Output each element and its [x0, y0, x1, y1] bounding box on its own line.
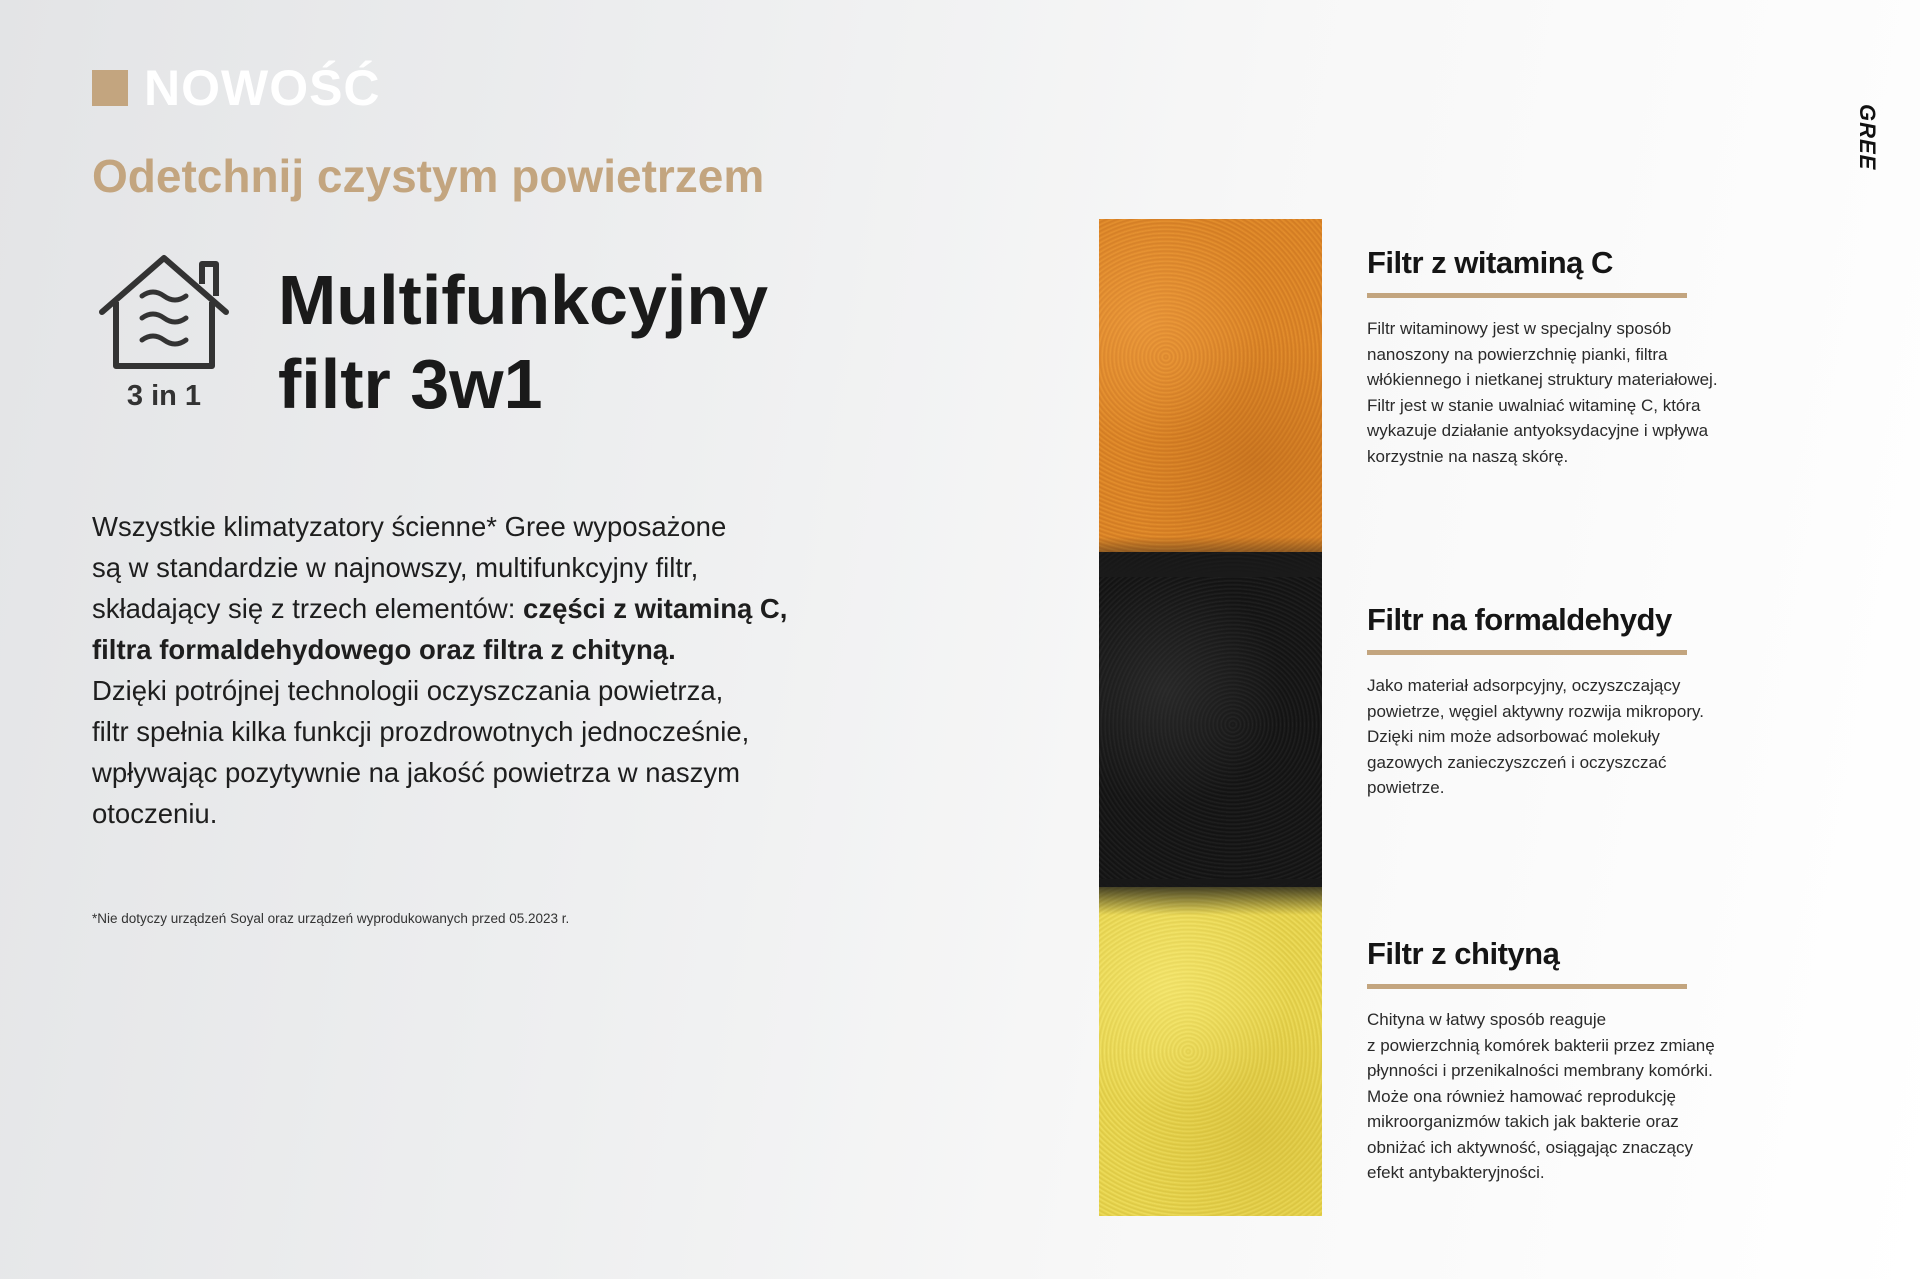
description-line: włókiennego i nietkanej struktury materiałowej.	[1367, 370, 1718, 389]
intro-line-bold: filtra formaldehydowego oraz filtra z chityną.	[92, 634, 676, 665]
page-subtitle: Odetchnij czystym powietrzem	[92, 150, 765, 202]
description-line: obniżać ich aktywność, osiągając znaczący	[1367, 1137, 1693, 1157]
description-line: płynności i przenikalności membrany komórki.	[1367, 1061, 1713, 1080]
filter-card-title: Filtr z witaminą C	[1367, 245, 1613, 280]
intro-line-regular: składający się z trzech elementów:	[92, 593, 524, 624]
brand-name: GREE	[1855, 104, 1880, 171]
divider	[1367, 650, 1687, 655]
formaldehyde-filter-layer	[1099, 552, 1322, 897]
description-line: z powierzchnią komórek bakterii przez zmianę	[1367, 1035, 1715, 1055]
intro-paragraph	[92, 506, 812, 834]
chitin-filter-layer	[1099, 887, 1322, 1216]
icon-caption: 3 in 1	[126, 380, 202, 412]
intro-line: Wszystkie klimatyzatory ścienne* Gree wyposażone	[92, 511, 727, 542]
intro-line: Dzięki potrójnej technologii oczyszczania powietrza,	[92, 675, 724, 706]
description-line: efekt antybakteryjności.	[1367, 1163, 1545, 1182]
layer-blend	[1099, 879, 1322, 915]
filter-card-vitamin-c	[1367, 243, 1767, 469]
description-line: korzystnie na naszą skórę.	[1367, 446, 1569, 466]
filter-card-title: Filtr na formaldehydy	[1367, 602, 1672, 637]
intro-line	[92, 629, 812, 670]
layer-blend	[1099, 537, 1322, 577]
filter-card-description	[1367, 1007, 1767, 1186]
filter-card-title: Filtr z chityną	[1367, 936, 1560, 971]
description-line: powietrze, węgiel aktywny rozwija mikropory.	[1367, 701, 1704, 721]
product-title-line: Multifunkcyjny	[278, 261, 769, 339]
description-line: Filtr jest w stanie uwalniać witaminę C, która	[1367, 395, 1701, 415]
intro-line: są w standardzie w najnowszy, multifunkcyjny filtr,	[92, 552, 699, 583]
description-line: wykazuje działanie antyoksydacyjne i wpływa	[1367, 421, 1709, 440]
description-line: Jako materiał adsorpcyjny, oczyszczający	[1367, 676, 1681, 695]
intro-line-bold: części z witaminą C,	[523, 593, 788, 624]
intro-line: otoczeniu.	[92, 798, 218, 829]
description-line: Chityna w łatwy sposób reaguje	[1367, 1010, 1607, 1029]
description-line: Może ona również hamować reprodukcję	[1367, 1086, 1676, 1106]
description-line: Dzięki nim może adsorbować molekuły	[1367, 727, 1660, 746]
brand-logo	[1855, 92, 1902, 192]
tag-marker	[92, 70, 128, 106]
filter-card-formaldehyde	[1367, 600, 1767, 801]
product-title-line: filtr 3w1	[278, 345, 543, 423]
intro-line: wpływając pozytywnie na jakość powietrza w naszym	[92, 757, 741, 788]
product-title	[278, 258, 768, 426]
intro-line	[92, 588, 812, 629]
description-line: powietrze.	[1367, 778, 1445, 797]
divider	[1367, 293, 1687, 298]
intro-line: filtr spełnia kilka funkcji prozdrowotnych jednocześnie,	[92, 716, 750, 747]
description-line: nanoszony na powierzchnię pianki, filtra	[1367, 344, 1668, 364]
filter-layers-image	[1099, 219, 1322, 1216]
new-tag: NOWOŚĆ	[144, 60, 381, 116]
description-line: Filtr witaminowy jest w specjalny sposób	[1367, 319, 1672, 338]
filter-card-description	[1367, 316, 1767, 469]
description-line: mikroorganizmów takich jak bakterie oraz	[1367, 1112, 1679, 1131]
description-line: gazowych zanieczyszczeń i oczyszczać	[1367, 752, 1667, 772]
divider	[1367, 984, 1687, 989]
vitamin-c-filter-layer	[1099, 219, 1322, 564]
filter-card-chitin	[1367, 934, 1767, 1186]
footnote: *Nie dotyczy urządzeń Soyal oraz urządzeń wyprodukowanych przed 05.2023 r.	[92, 911, 570, 926]
filter-card-description	[1367, 673, 1767, 801]
